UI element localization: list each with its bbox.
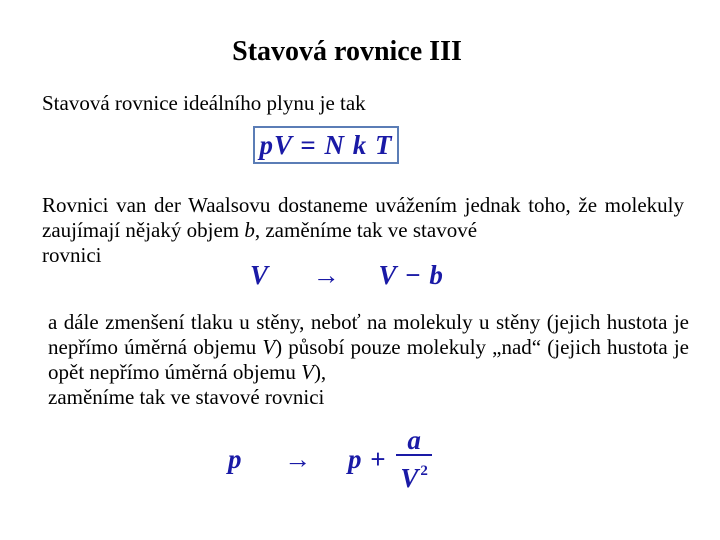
eq3-right-p: p [348,444,362,474]
paragraph-volume-text-2: , zaměníme tak ve stavové [254,218,478,242]
symbol-b: b [244,218,255,242]
pressure-substitution-equation [228,425,432,493]
paragraph-volume-text-1: Rovnici van der Waalsovu dostaneme uvážením jednak toho, že molekuly zaujímají nějaký objem [42,193,684,242]
eq2-b: b [429,260,443,290]
paragraph-volume [42,193,684,268]
paragraph-pressure-text-1: a dále zmenšení tlaku u stěny, neboť na molekuly u stěny (jejich hustota je nepřímo úměrná objemu [48,310,689,359]
eq-p: p [259,129,275,160]
intro-text: Stavová rovnice ideálního plynu je tak [42,91,366,115]
eq3-plus: + [370,444,386,474]
eq2-minus: − [405,260,421,290]
fraction-denominator-V: V [400,463,419,493]
paragraph-pressure-text-3: ), [313,360,327,384]
paragraph-volume-last-line: rovnici [42,243,102,267]
volume-substitution-equation [250,260,443,291]
eq3-left: p [228,444,242,474]
paragraph-pressure-text-2: ) působí pouze molekuly „nad“ (jejich hustota je opět nepřímo úměrná objemu [48,335,689,384]
symbol-V-2: V [301,360,314,384]
slide-title: Stavová rovnice III [232,36,462,67]
fraction-numerator: a [396,426,432,456]
eq-equals: = [300,129,317,160]
eq-V: V [274,129,293,160]
ideal-gas-equation [260,130,393,161]
paragraph-pressure [48,310,689,410]
eq-T: T [374,129,393,160]
fraction-denominator [396,456,432,493]
paragraph-pressure-last-line: zaměníme tak ve stavové rovnici [48,385,325,409]
eq2-left: V [250,260,269,290]
arrow-icon: → [312,260,340,290]
arrow-icon: → [284,444,312,474]
eq-N: N [324,129,345,160]
ideal-gas-equation-box [253,126,399,164]
eq2-right-V: V [378,260,397,290]
symbol-V-1: V [262,335,276,359]
fraction-a-over-V-squared [396,426,432,493]
eq-k: k [352,129,368,160]
fraction-exponent: 2 [420,463,428,479]
